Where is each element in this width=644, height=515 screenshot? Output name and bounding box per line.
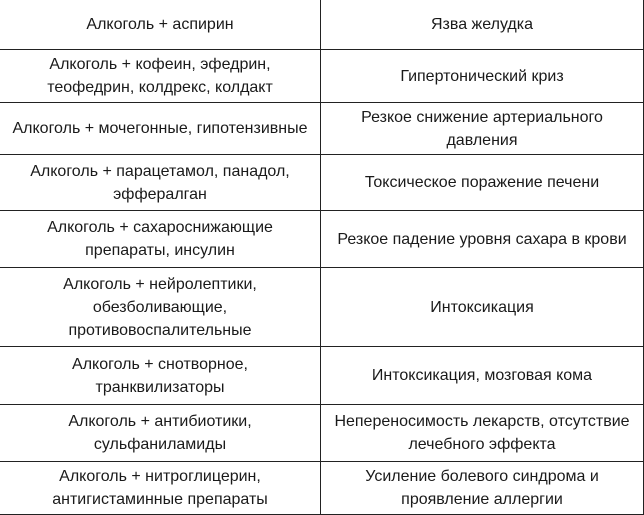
combination-cell: Алкоголь + нейролептики, обезболивающие, противовоспалительные	[0, 268, 321, 347]
combination-cell: Алкоголь + парацетамол, панадол, эффералган	[0, 155, 321, 211]
table-row	[0, 50, 644, 103]
effect-cell: Интоксикация	[321, 268, 644, 347]
combination-cell: Алкоголь + нитроглицерин, антигистаминные препараты	[0, 462, 321, 515]
effect-cell: Интоксикация, мозговая кома	[321, 347, 644, 405]
effect-cell: Непереносимость лекарств, отсутствие лечебного эффекта	[321, 405, 644, 462]
combination-cell: Алкоголь + сахароснижающие препараты, инсулин	[0, 211, 321, 268]
table-row	[0, 347, 644, 405]
combination-cell: Алкоголь + мочегонные, гипотензивные	[0, 103, 321, 155]
table-row	[0, 103, 644, 155]
table-row	[0, 462, 644, 515]
combination-cell: Алкоголь + снотворное, транквилизаторы	[0, 347, 321, 405]
table-row	[0, 0, 644, 50]
effect-cell: Усиление болевого синдрома и проявление аллергии	[321, 462, 644, 515]
effect-cell: Резкое падение уровня сахара в крови	[321, 211, 644, 268]
table-row	[0, 155, 644, 211]
effect-cell: Язва желудка	[321, 0, 644, 50]
table-row	[0, 268, 644, 347]
effect-cell: Резкое снижение артериального давления	[321, 103, 644, 155]
table-row	[0, 405, 644, 462]
combination-cell: Алкоголь + кофеин, эфедрин, теофедрин, колдрекс, колдакт	[0, 50, 321, 103]
combination-cell: Алкоголь + аспирин	[0, 0, 321, 50]
combination-cell: Алкоголь + антибиотики, сульфаниламиды	[0, 405, 321, 462]
effect-cell: Токсическое поражение печени	[321, 155, 644, 211]
effect-cell: Гипертонический криз	[321, 50, 644, 103]
table-row	[0, 211, 644, 268]
